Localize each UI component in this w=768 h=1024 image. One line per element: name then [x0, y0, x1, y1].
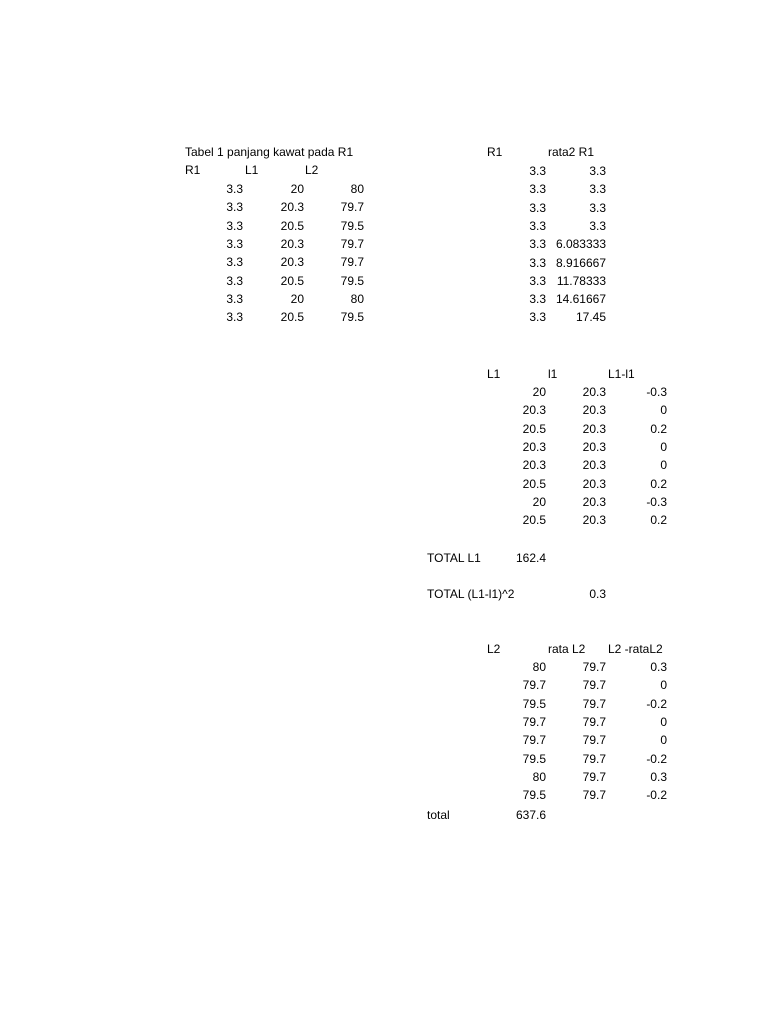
- table1-title: Tabel 1 panjang kawat pada R1: [185, 145, 354, 159]
- table-cell: -0.3: [646, 385, 667, 399]
- table-cell: 79.7: [522, 733, 546, 747]
- table-cell: 3.3: [529, 237, 546, 251]
- table-cell: 20.3: [582, 403, 606, 417]
- table-cell: 80: [532, 660, 546, 674]
- table-cell: 79.7: [340, 200, 364, 214]
- table-cell: 3.3: [589, 219, 606, 233]
- table-cell: 20.3: [280, 200, 304, 214]
- table-cell: 20.3: [522, 440, 546, 454]
- table-cell: 79.5: [522, 752, 546, 766]
- table-cell: 79.7: [582, 697, 606, 711]
- table-cell: 79.7: [582, 770, 606, 784]
- table-cell: 0.2: [650, 422, 667, 436]
- table2-header-r1: R1: [487, 145, 503, 159]
- table-cell: 17.45: [575, 310, 606, 324]
- table-cell: 3.3: [226, 182, 243, 196]
- table-cell: 20.3: [522, 458, 546, 472]
- table-cell: 3.3: [589, 164, 606, 178]
- table-cell: 3.3: [529, 256, 546, 270]
- table-cell: 3.3: [226, 310, 243, 324]
- total-l2-value: 637.6: [515, 808, 546, 822]
- table-cell: -0.3: [646, 495, 667, 509]
- table-cell: 3.3: [589, 182, 606, 196]
- table-cell: 20.5: [522, 513, 546, 527]
- table-cell: 3.3: [529, 182, 546, 196]
- table-cell: 0: [660, 733, 667, 747]
- table3-header-mean: l1: [548, 367, 558, 381]
- table-cell: 80: [350, 182, 364, 196]
- table3-header-diff: L1-l1: [608, 367, 635, 381]
- table-cell: 79.5: [522, 788, 546, 802]
- table-cell: 20.3: [582, 440, 606, 454]
- table-cell: 3.3: [589, 201, 606, 215]
- table-cell: 0.2: [650, 477, 667, 491]
- table-cell: 3.3: [226, 200, 243, 214]
- table-cell: 79.7: [582, 752, 606, 766]
- table-cell: 20.3: [582, 422, 606, 436]
- total-sq-value: 0.3: [589, 587, 606, 601]
- table-cell: 3.3: [226, 237, 243, 251]
- table-cell: 0: [660, 678, 667, 692]
- total-l2-label: total: [427, 808, 450, 822]
- table-cell: 20: [532, 495, 546, 509]
- table-cell: 3.3: [226, 255, 243, 269]
- table-cell: 20.5: [522, 422, 546, 436]
- table-cell: 20.3: [582, 477, 606, 491]
- table-cell: 79.7: [522, 715, 546, 729]
- table-cell: 20.3: [280, 255, 304, 269]
- table3-header-l1: L1: [487, 367, 501, 381]
- table-cell: 20.3: [582, 458, 606, 472]
- table1-header-l2: L2: [305, 163, 319, 177]
- table-cell: 20.3: [582, 513, 606, 527]
- table-cell: 8.916667: [555, 256, 606, 270]
- table4-header-l2: L2: [487, 642, 501, 656]
- table-cell: 20.3: [582, 385, 606, 399]
- total-l1-label: TOTAL L1: [427, 551, 481, 565]
- table-cell: 20.5: [280, 310, 304, 324]
- table-cell: 79.7: [522, 678, 546, 692]
- table1-header-l1: L1: [245, 163, 259, 177]
- table-cell: 20.5: [280, 219, 304, 233]
- table-cell: 3.3: [529, 274, 546, 288]
- table-cell: 80: [350, 292, 364, 306]
- table-cell: 14.61667: [555, 292, 606, 306]
- table-cell: 79.7: [340, 237, 364, 251]
- table-cell: 79.5: [340, 274, 364, 288]
- table-cell: 3.3: [529, 219, 546, 233]
- table-cell: 20.5: [280, 274, 304, 288]
- table-cell: 79.7: [582, 660, 606, 674]
- table-cell: 20: [532, 385, 546, 399]
- table-cell: 79.5: [340, 219, 364, 233]
- table-cell: 79.7: [582, 678, 606, 692]
- table-cell: 3.3: [226, 219, 243, 233]
- table-cell: 79.7: [340, 255, 364, 269]
- table-cell: 79.5: [522, 697, 546, 711]
- table-cell: 20: [290, 292, 304, 306]
- table-cell: 79.5: [340, 310, 364, 324]
- table-cell: -0.2: [646, 697, 667, 711]
- table-cell: 20.3: [280, 237, 304, 251]
- table-cell: 3.3: [529, 201, 546, 215]
- table-cell: -0.2: [646, 752, 667, 766]
- table-cell: 20.3: [522, 403, 546, 417]
- table4-header-rata: rata L2: [548, 642, 586, 656]
- table-cell: 11.78333: [556, 274, 606, 288]
- table-cell: 0.3: [650, 770, 667, 784]
- table-cell: 3.3: [529, 310, 546, 324]
- table-cell: 20.3: [582, 495, 606, 509]
- table-cell: 0.2: [650, 513, 667, 527]
- table2-header-rata2: rata2 R1: [548, 145, 595, 159]
- table-cell: 6.083333: [555, 237, 606, 251]
- table-cell: 3.3: [226, 274, 243, 288]
- table-cell: 0: [660, 715, 667, 729]
- table4-header-diff: L2 -rataL2: [608, 642, 663, 656]
- table-cell: 3.3: [226, 292, 243, 306]
- table-cell: 0.3: [650, 660, 667, 674]
- table-cell: 20: [290, 182, 304, 196]
- table-cell: 0: [660, 458, 667, 472]
- table-cell: 0: [660, 403, 667, 417]
- total-l1-value: 162.4: [515, 551, 546, 565]
- table1-header-r1: R1: [185, 163, 201, 177]
- table-cell: 0: [660, 440, 667, 454]
- table-cell: 79.7: [582, 788, 606, 802]
- table-cell: 3.3: [529, 292, 546, 306]
- table-cell: 3.3: [529, 164, 546, 178]
- table-cell: 20.5: [522, 477, 546, 491]
- table-cell: 79.7: [582, 733, 606, 747]
- table-cell: -0.2: [646, 788, 667, 802]
- table-cell: 79.7: [582, 715, 606, 729]
- total-sq-label: TOTAL (L1-l1)^2: [427, 587, 515, 601]
- table-cell: 80: [532, 770, 546, 784]
